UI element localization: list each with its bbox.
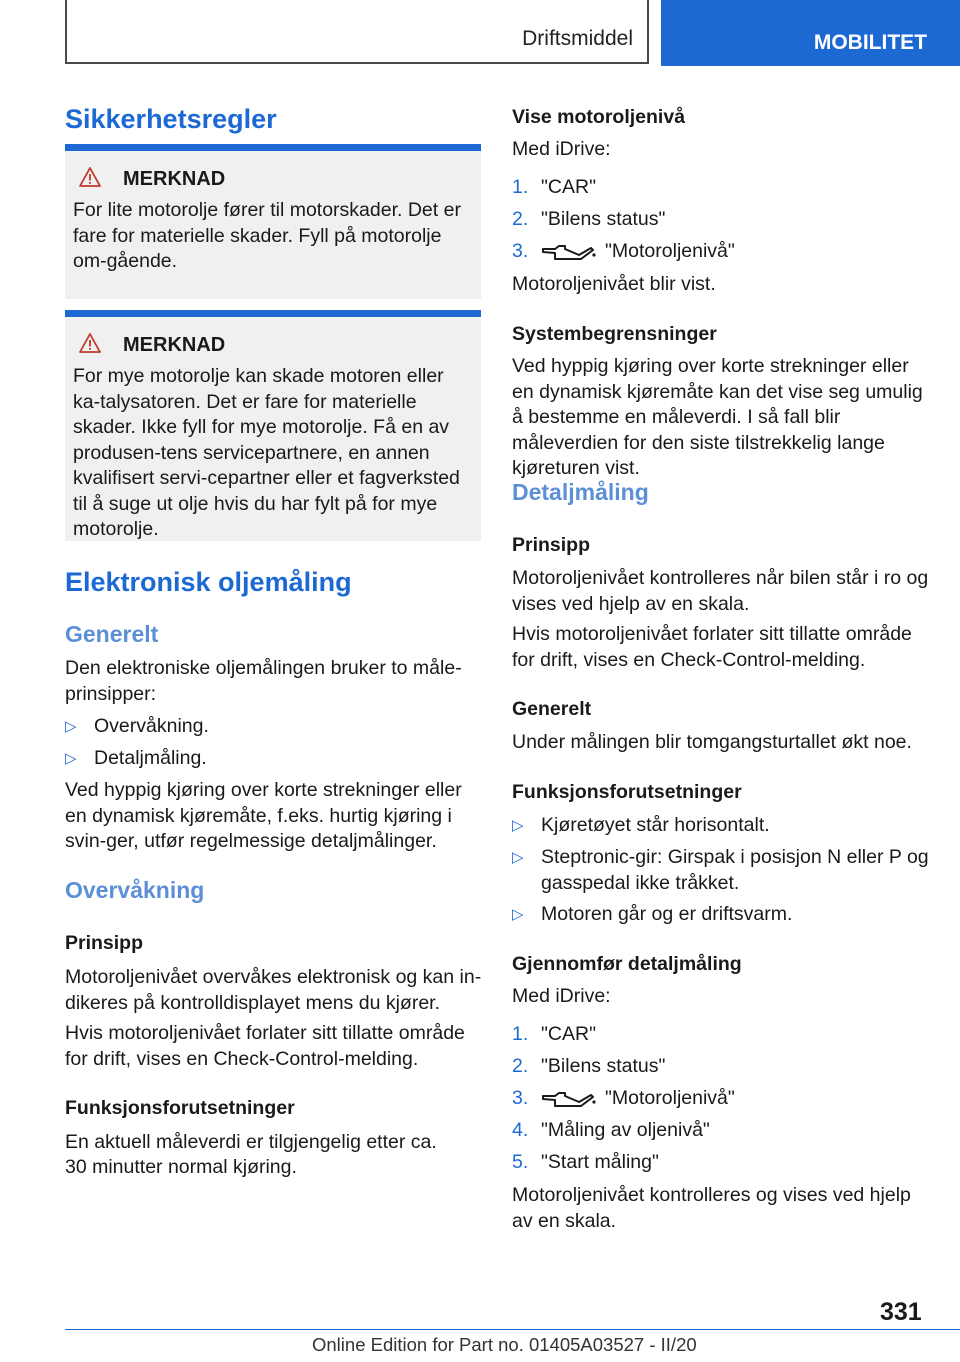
functional-text-line-2: 30 minutter normal kjøring. [65, 1156, 297, 1178]
list-item [512, 902, 932, 928]
oil-can-icon [541, 1089, 597, 1109]
with-idrive-text-2: Med iDrive: [512, 985, 611, 1007]
page-number: 331 [880, 1298, 922, 1326]
step-number: 5. [512, 1151, 529, 1173]
heading-principle: Prinsipp [65, 932, 144, 954]
bullet-triangle-icon: ▷ [65, 750, 77, 767]
subheading-detail-measurement: Detaljmåling [512, 479, 649, 505]
heading-perform-detail: Gjennomfør detaljmåling [512, 953, 742, 975]
heading-show-oil-level: Vise motoroljenivå [512, 106, 686, 128]
shown-text: Motoroljenivået blir vist. [512, 273, 716, 295]
step-text: "Start måling" [541, 1151, 659, 1173]
step-text: "Motoroljenivå" [605, 240, 735, 262]
oil-can-icon [541, 242, 597, 262]
step-text: "Måling av oljenivå" [541, 1119, 710, 1141]
heading-functional-requirements-right: Funksjonsforutsetninger [512, 781, 742, 803]
step-text: "Motoroljenivå" [605, 1087, 735, 1109]
list-item-text: Kjøretøyet står horisontalt. [541, 814, 770, 836]
step-text: "Bilens status" [541, 1055, 666, 1077]
list-item-text: Overvåkning. [94, 715, 209, 737]
step-number: 4. [512, 1119, 529, 1141]
heading-system-limits: Systembegrensninger [512, 323, 717, 345]
functional-text-line-1: En aktuell måleverdi er tilgjengelig etter ca. [65, 1131, 437, 1153]
list-item [512, 1118, 710, 1144]
note-label-2: MERKNAD [123, 334, 226, 356]
warning-icon [79, 167, 101, 192]
list-item [512, 239, 735, 265]
final-text: Motoroljenivået kontrolleres og vises ved hjelp av en skala. [512, 1184, 911, 1232]
step-number: 1. [512, 176, 529, 198]
with-idrive-text: Med iDrive: [512, 138, 611, 160]
step-number: 1. [512, 1023, 529, 1045]
list-item-text: Motoren går og er driftsvarm. [541, 903, 793, 925]
step-number: 2. [512, 208, 529, 230]
subheading-monitoring: Overvåkning [65, 877, 205, 903]
note-header-2 [73, 333, 473, 358]
warning-icon [79, 333, 101, 358]
limits-text: Ved hyppig kjøring over korte strekninger eller en dynamisk kjøremåte kan det vise seg umulig å bestemme en måleverdi. I så fall blir måleverdien for den siste tilstrekkelig lange kjøreturen vist. [512, 355, 923, 479]
list-item-text: Steptronic-gir: Girspak i posisjon N eller P og gasspedal ikke tråkket. [541, 846, 929, 894]
subheading-general: Generelt [65, 621, 159, 647]
step-number: 3. [512, 240, 529, 262]
step-number: 3. [512, 1087, 529, 1109]
section-title-electronic: Elektronisk oljemåling [65, 567, 352, 597]
bullet-triangle-icon: ▷ [512, 817, 524, 834]
bullet-triangle-icon: ▷ [65, 718, 77, 735]
principle-text-2: Hvis motoroljenivået forlater sitt tillatte område for drift, vises en Check-Control-melding. [65, 1022, 465, 1070]
list-item [512, 1086, 735, 1112]
principle-text-right: Motoroljenivået kontrolleres når bilen står i ro og vises ved hjelp av en skala. [512, 567, 929, 615]
step-text: "CAR" [541, 176, 597, 198]
heading-general-right: Generelt [512, 698, 592, 720]
step-text: "Bilens status" [541, 208, 666, 230]
header-section-title: Driftsmiddel [522, 27, 633, 50]
section-title-safety: Sikkerhetsregler [65, 104, 277, 134]
footer-edition-text: Online Edition for Part no. 01405A03527 - II/20 [312, 1334, 697, 1355]
list-item [512, 1022, 596, 1048]
bullet-triangle-icon: ▷ [512, 849, 524, 866]
note-label-1: MERKNAD [123, 168, 226, 190]
list-item [512, 1054, 665, 1080]
bullet-triangle-icon: ▷ [512, 906, 524, 923]
list-item [512, 175, 596, 201]
header-chapter-tab [661, 0, 960, 66]
header-section-box [65, 0, 649, 64]
step-text: "CAR" [541, 1023, 597, 1045]
list-item [65, 714, 481, 740]
note-text-1: For lite motorolje fører til motorskader. Det er fare for materielle skader. Fyll på motorolje om-gående. [73, 199, 461, 272]
list-item-text: Detaljmåling. [94, 747, 207, 769]
list-item [512, 813, 932, 839]
header-chapter-title: MOBILITET [813, 31, 927, 54]
note-box-2 [65, 310, 481, 541]
note-box-1 [65, 144, 481, 299]
list-item [512, 1150, 659, 1176]
general-text-right: Under målingen blir tomgangsturtallet økt noe. [512, 731, 912, 753]
heading-principle-right: Prinsipp [512, 534, 591, 556]
list-item [512, 845, 932, 896]
note-header-1 [73, 167, 473, 192]
step-number: 2. [512, 1055, 529, 1077]
general-text-2: Ved hyppig kjøring over korte strekninger eller en dynamisk kjøremåte, f.eks. hurtig kjøring i svin-ger, utfør regelmessige detaljmålinger. [65, 779, 462, 852]
list-item [512, 207, 665, 233]
note-text-2: For mye motorolje kan skade motoren eller ka-talysatoren. Det er fare for materielle skader. Ikke fyll for mye motorolje. Få en av produsen-tens servicepartnere, en annen kvalifisert servi-cepartner eller et fagverksted til å suge ut olje hvis du har fylt på for mye motorolje. [73, 365, 460, 540]
heading-functional-requirements: Funksjonsforutsetninger [65, 1097, 295, 1119]
list-item [65, 746, 481, 772]
principle-text: Motoroljenivået overvåkes elektronisk og kan in-dikeres på kontrolldisplayet mens du kjører. [65, 966, 482, 1014]
footer-divider [65, 1329, 960, 1330]
principle-text-right-2: Hvis motoroljenivået forlater sitt tillatte område for drift, vises en Check-Control-melding. [512, 623, 912, 671]
general-text: Den elektroniske oljemålingen bruker to måle-prinsipper: [65, 657, 462, 705]
